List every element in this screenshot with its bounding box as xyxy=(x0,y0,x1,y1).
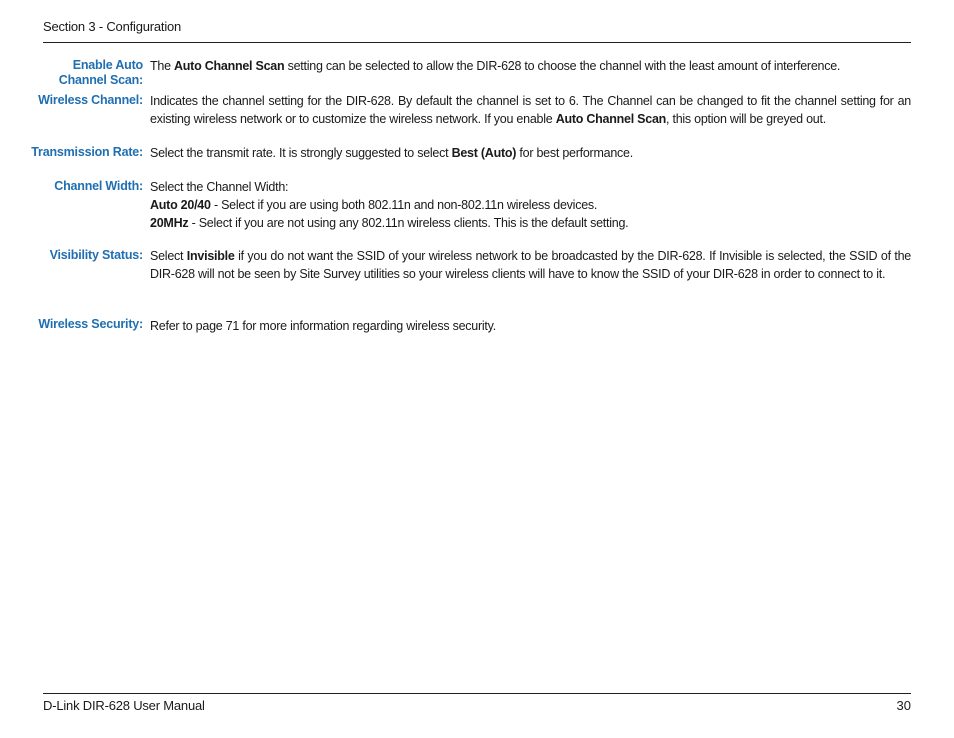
term-line: Visibility Status: xyxy=(49,248,143,262)
desc-intro: Select the Channel Width: xyxy=(150,180,289,194)
term-line: Channel Width: xyxy=(54,179,143,193)
term-label xyxy=(20,145,143,160)
term-line: Transmission Rate: xyxy=(31,145,143,159)
option-auto-20-40 xyxy=(150,196,911,214)
desc-text: Indicates the channel setting for the DIR-628. By default the channel is set to 6. The Channel can be changed to fit the channel setting for an existing wireless network or to customize the wireless network. If you enable xyxy=(150,94,911,126)
desc-text: if you do not want the SSID of your wireless network to be broadcasted by the DIR-628. If Invisible is selected, the SSID of the DIR-628 will not be seen by Site Survey utilities so your wireless clients will have to know the SSID of your DIR-628 in order to connect to it. xyxy=(150,249,911,281)
section-header: Section 3 - Configuration xyxy=(43,19,182,34)
term-description xyxy=(150,144,911,162)
footer-divider xyxy=(43,693,911,694)
term-line: Wireless Security: xyxy=(38,317,143,331)
desc-bold: 20MHz xyxy=(150,216,189,230)
desc-bold: Auto Channel Scan xyxy=(555,112,667,126)
footer-manual-title: D-Link DIR-628 User Manual xyxy=(43,698,205,713)
desc-text: Select xyxy=(150,249,187,263)
term-line: Wireless Channel: xyxy=(38,93,143,107)
term-description xyxy=(150,57,911,75)
desc-text: setting can be selected to allow the DIR-628 to choose the channel with the least amount of interference. xyxy=(284,59,841,73)
desc-text: , this option will be greyed out. xyxy=(666,112,826,126)
option-20mhz xyxy=(150,214,911,232)
desc-bold: Auto 20/40 xyxy=(150,198,211,212)
header-divider xyxy=(43,42,911,43)
term-label xyxy=(20,179,143,194)
term-description xyxy=(150,317,911,335)
desc-text: Refer to page 71 for more information regarding wireless security. xyxy=(150,319,496,333)
desc-text: for best performance. xyxy=(516,146,633,160)
page-number: 30 xyxy=(896,698,911,713)
desc-text: - Select if you are not using any 802.11n wireless clients. This is the default setting. xyxy=(188,216,629,230)
desc-text: Select the transmit rate. It is strongly suggested to select xyxy=(150,146,452,160)
term-description xyxy=(150,247,911,283)
desc-text: - Select if you are using both 802.11n and non-802.11n wireless devices. xyxy=(210,198,598,212)
desc-bold: Best (Auto) xyxy=(451,146,517,160)
desc-bold: Auto Channel Scan xyxy=(174,59,285,73)
term-label xyxy=(20,248,143,263)
desc-text: The xyxy=(150,59,175,73)
term-line: Channel Scan: xyxy=(58,73,143,87)
term-label xyxy=(20,93,143,108)
term-label xyxy=(20,317,143,332)
term-description xyxy=(150,178,911,232)
term-label xyxy=(20,58,143,88)
term-description xyxy=(150,92,911,128)
desc-bold: Invisible xyxy=(186,249,235,263)
term-line: Enable Auto xyxy=(72,58,143,72)
